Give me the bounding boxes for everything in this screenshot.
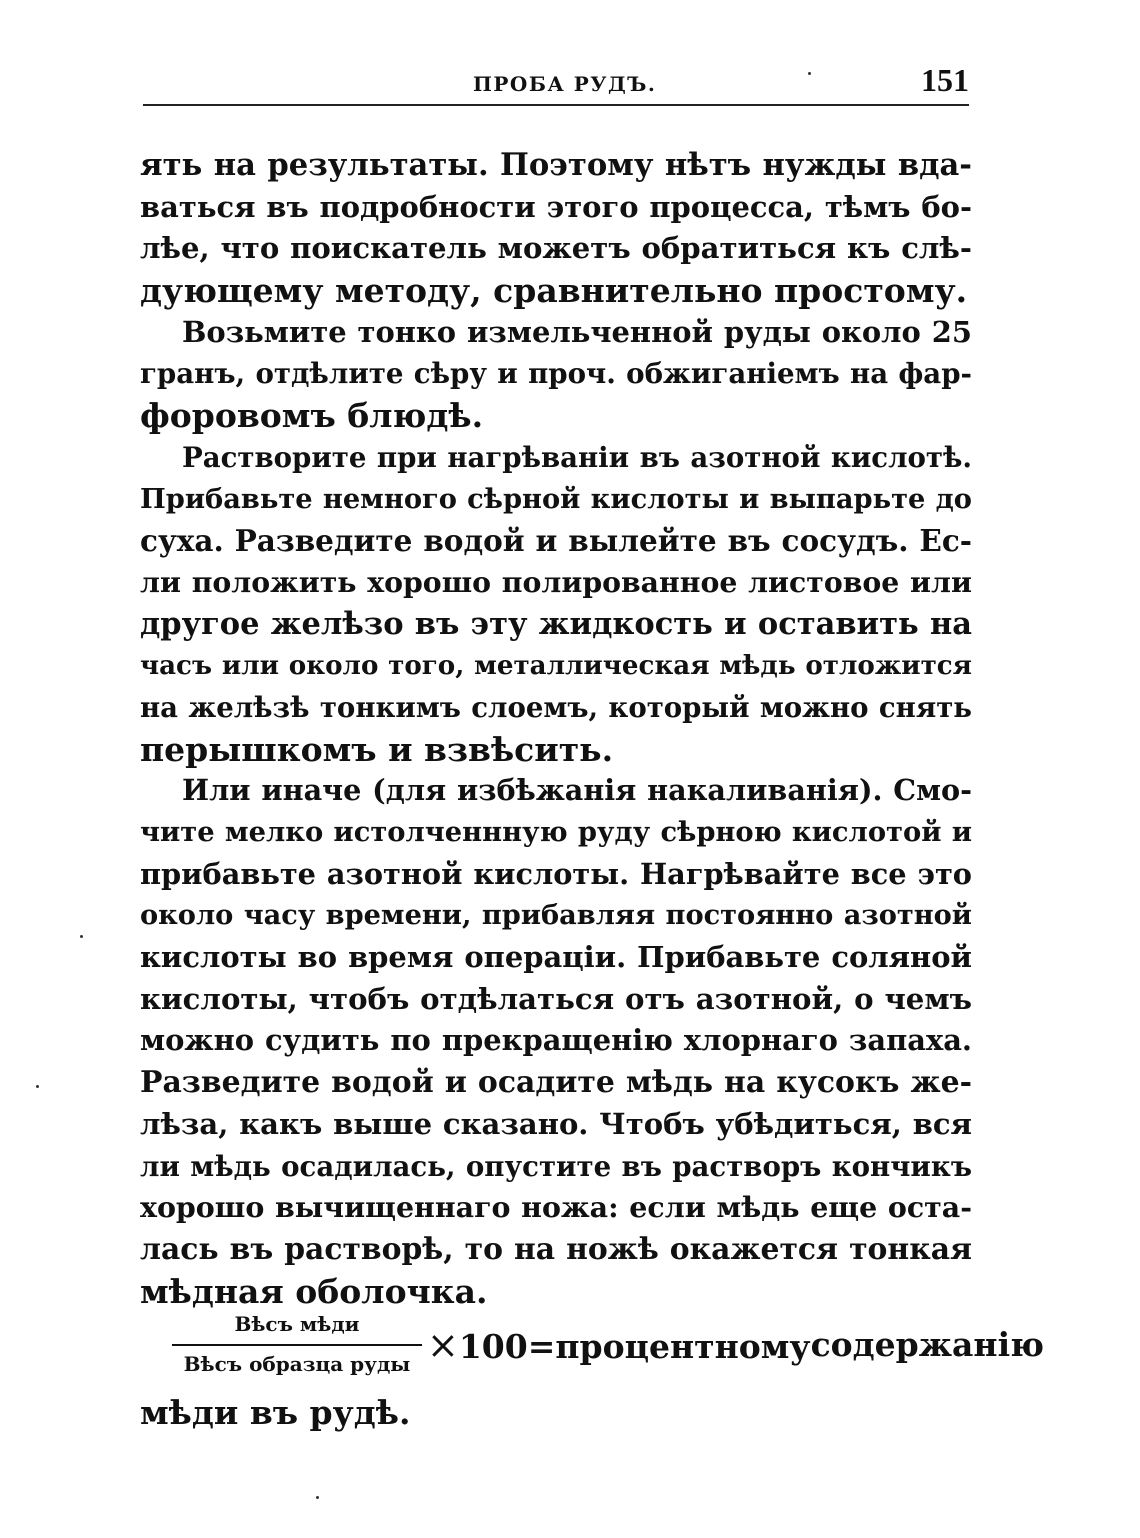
text-line: ваться въ подробности этого процесса, тѣмъ бо-: [140, 189, 972, 224]
text-line: Растворите при нагрѣваніи въ азотной кислотѣ.: [182, 440, 972, 474]
text-line: хорошо вычищеннаго ножа: если мѣдь еще оста-: [140, 1190, 972, 1225]
fraction: [172, 1310, 422, 1390]
scan-speck: [316, 1496, 319, 1499]
text-line: на желѣзѣ тонкимъ слоемъ, который можно снять: [140, 690, 972, 724]
text-line: лѣе, что поискатель можетъ обратиться къ слѣ-: [140, 231, 972, 266]
formula: [172, 1310, 1044, 1390]
text-line: около часу времени, прибавляя постоянно азотной: [140, 899, 972, 932]
body-text: [140, 145, 972, 1312]
text-line: лѣза, какъ выше сказано. Чтобъ убѣдиться, вся: [140, 1106, 972, 1141]
fraction-bar: [172, 1344, 422, 1346]
text-line: суха. Разведите водой и вылейте въ сосудъ. Ес-: [140, 523, 972, 559]
formula-product: [427, 1324, 811, 1368]
header-rule: [143, 104, 969, 106]
running-title: ПРОБА РУДЪ.: [473, 72, 657, 96]
text-line: форовомъ блюдѣ.: [140, 396, 484, 436]
text-line: Прибавьте немного сѣрной кислоты и выпарьте до: [140, 482, 972, 515]
text-line: ли мѣдь осадилась, опустите въ растворъ кончикъ: [140, 1149, 972, 1183]
fraction-numerator: Вѣсъ мѣди: [234, 1312, 360, 1336]
formula-expression: [427, 1323, 1044, 1368]
text-line: Возьмите тонко измельченной руды около 25: [182, 314, 972, 349]
scan-speck: [80, 935, 83, 938]
text-line: Разведите водой и осадите мѣдь на кусокъ же-: [140, 1065, 972, 1101]
text-line: дующему методу, сравнительно простому.: [140, 271, 968, 311]
text-line: гранъ, отдѣлите сѣру и проч. обжиганіемъ на фар-: [140, 357, 972, 391]
text-line: ять на результаты. Поэтому нѣтъ нужды вда-: [140, 147, 972, 183]
text-line: лась въ растворѣ, то на ножѣ окажется тонкая: [140, 1231, 972, 1267]
text-line: прибавьте азотной кислоты. Нагрѣвайте все это: [140, 856, 972, 891]
text-line: чите мелко истолченнную руду сѣрною кислотой и: [140, 816, 972, 848]
text-line: перышкомъ и взвѣсить.: [140, 729, 614, 769]
formula-rest-b: содержанію: [810, 1325, 1044, 1364]
text-line: ли положить хорошо полированное листовое или: [140, 564, 972, 599]
scan-speck: [36, 1085, 39, 1088]
text-line: другое желѣзо въ эту жидкость и оставить на: [140, 605, 972, 642]
text-line: кислоты, чтобъ отдѣлаться отъ азотной, о чемъ: [140, 981, 972, 1016]
page-number: 151: [921, 62, 969, 98]
text-line: кислоты во время операціи. Прибавьте соляной: [140, 940, 972, 975]
running-head: [143, 60, 969, 106]
text-line: можно судить по прекращенію хлорнаго запаха.: [140, 1023, 972, 1058]
times-sign: ×: [427, 1323, 459, 1367]
text-line: Или иначе (для избѣжанія накаливанія). Смо-: [182, 773, 972, 808]
fraction-denominator: Вѣсъ образца руды: [183, 1352, 411, 1376]
text-line: мѣдная оболочка.: [140, 1271, 488, 1311]
formula-rest-a: 100=процентному: [458, 1327, 811, 1366]
scan-speck: [808, 72, 811, 75]
formula-tail: мѣди въ рудѣ.: [140, 1393, 411, 1432]
text-line: часъ или около того, металлическая мѣдь отложится: [140, 650, 972, 682]
